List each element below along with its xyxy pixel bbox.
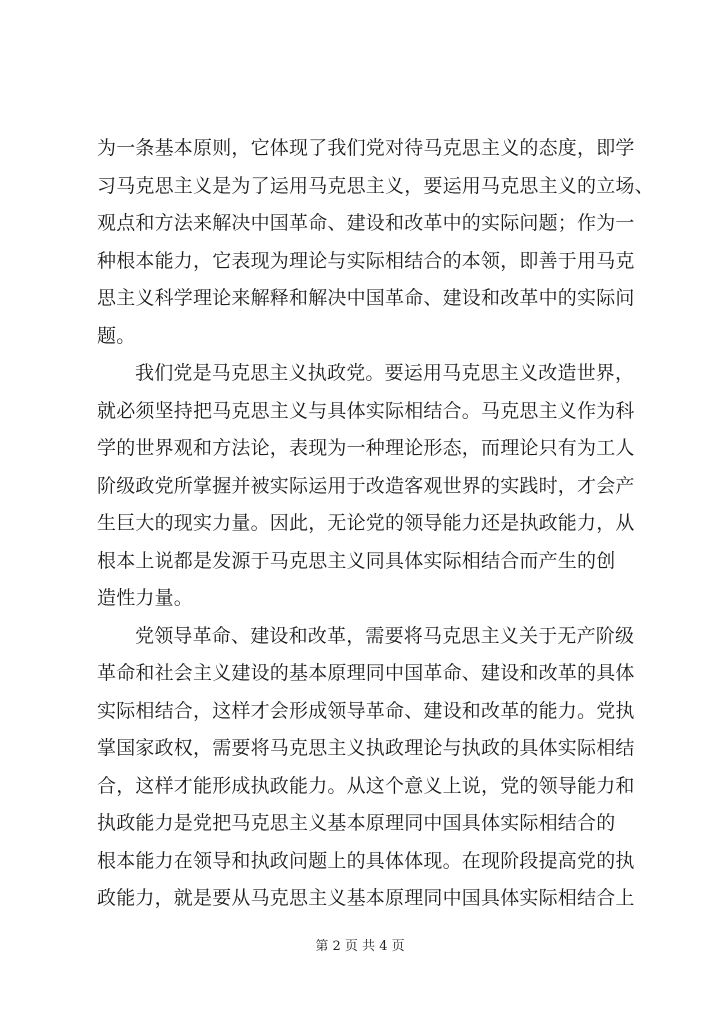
text-line: 执政能力是党把马克思主义基本原理同中国具体实际相结合的 xyxy=(97,812,616,834)
document-body xyxy=(97,130,654,918)
text-line: 思主义科学理论来解释和解决中国革命、建设和改革中的实际问 xyxy=(97,287,635,309)
text-line: 题。 xyxy=(97,324,136,347)
text-line: 根本能力在领导和执政问题上的具体体现。在现阶段提高党的执 xyxy=(97,849,635,872)
text-line: 政能力，就是要从马克思主义基本原理同中国具体实际相结合上 xyxy=(97,887,635,909)
text-line: 造性力量。 xyxy=(97,587,194,609)
text-line: 生巨大的现实力量。因此，无论党的领导能力还是执政能力，从 xyxy=(97,512,635,534)
text-line: 为一条基本原则，它体现了我们党对待马克思主义的态度，即学 xyxy=(97,137,635,159)
text-line: 革命和社会主义建设的基本原理同中国革命、建设和改革的具体 xyxy=(97,662,635,684)
text-line: 阶级政党所掌握并被实际运用于改造客观世界的实践时，才会产 xyxy=(97,474,635,497)
text-line: 根本上说都是发源于马克思主义同具体实际相结合而产生的创 xyxy=(97,549,616,572)
text-line: 种根本能力，它表现为理论与实际相结合的本领，即善于用马克 xyxy=(97,249,635,272)
text-line: 实际相结合，这样才会形成领导革命、建设和改革的能力。党执 xyxy=(97,699,635,722)
text-line: 掌国家政权，需要将马克思主义执政理论与执政的具体实际相结 xyxy=(97,737,635,759)
page-number-footer: 第 2 页 共 4 页 xyxy=(315,939,405,954)
text-line: 合，这样才能形成执政能力。从这个意义上说，党的领导能力和 xyxy=(97,774,635,797)
paragraph-start-line: 我们党是马克思主义执政党。要运用马克思主义改造世界， xyxy=(135,362,635,384)
text-line: 就必须坚持把马克思主义与具体实际相结合。马克思主义作为科 xyxy=(97,399,635,422)
text-line: 习马克思主义是为了运用马克思主义，要运用马克思主义的立场、 xyxy=(97,174,654,197)
paragraph-start-line: 党领导革命、建设和改革，需要将马克思主义关于无产阶级 xyxy=(135,624,635,647)
text-line: 学的世界观和方法论，表现为一种理论形态，而理论只有为工人 xyxy=(97,437,635,459)
text-line: 观点和方法来解决中国革命、建设和改革中的实际问题；作为一 xyxy=(97,212,635,234)
